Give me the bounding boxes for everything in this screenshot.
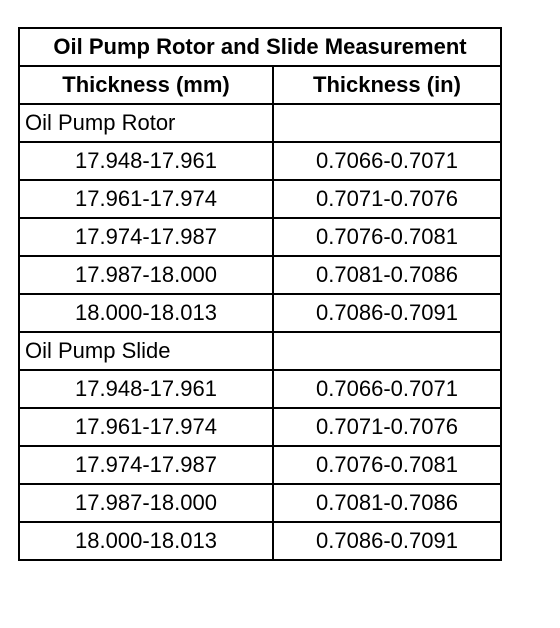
section-empty-cell <box>273 332 501 370</box>
in-cell: 0.7086-0.7091 <box>273 522 501 560</box>
section-row <box>19 332 501 370</box>
in-cell: 0.7071-0.7076 <box>273 408 501 446</box>
section-empty-cell <box>273 104 501 142</box>
table-title: Oil Pump Rotor and Slide Measurement <box>19 28 501 66</box>
section-label: Oil Pump Slide <box>19 332 273 370</box>
header-row <box>19 66 501 104</box>
mm-cell: 17.961-17.974 <box>19 408 273 446</box>
table-row <box>19 370 501 408</box>
title-row <box>19 28 501 66</box>
mm-cell: 17.987-18.000 <box>19 484 273 522</box>
in-cell: 0.7071-0.7076 <box>273 180 501 218</box>
header-thickness-in: Thickness (in) <box>273 66 501 104</box>
table-row <box>19 294 501 332</box>
table-row <box>19 180 501 218</box>
table-row <box>19 408 501 446</box>
mm-cell: 18.000-18.013 <box>19 522 273 560</box>
section-label: Oil Pump Rotor <box>19 104 273 142</box>
in-cell: 0.7081-0.7086 <box>273 256 501 294</box>
mm-cell: 17.961-17.974 <box>19 180 273 218</box>
mm-cell: 17.974-17.987 <box>19 218 273 256</box>
table-body <box>19 104 501 560</box>
mm-cell: 17.987-18.000 <box>19 256 273 294</box>
table-row <box>19 256 501 294</box>
mm-cell: 18.000-18.013 <box>19 294 273 332</box>
in-cell: 0.7076-0.7081 <box>273 446 501 484</box>
mm-cell: 17.948-17.961 <box>19 142 273 180</box>
table-row <box>19 218 501 256</box>
in-cell: 0.7076-0.7081 <box>273 218 501 256</box>
table-row <box>19 484 501 522</box>
table-row <box>19 522 501 560</box>
table-row <box>19 446 501 484</box>
in-cell: 0.7086-0.7091 <box>273 294 501 332</box>
in-cell: 0.7066-0.7071 <box>273 370 501 408</box>
mm-cell: 17.974-17.987 <box>19 446 273 484</box>
mm-cell: 17.948-17.961 <box>19 370 273 408</box>
in-cell: 0.7066-0.7071 <box>273 142 501 180</box>
measurement-table <box>18 27 502 561</box>
header-thickness-mm: Thickness (mm) <box>19 66 273 104</box>
in-cell: 0.7081-0.7086 <box>273 484 501 522</box>
section-row <box>19 104 501 142</box>
table-row <box>19 142 501 180</box>
